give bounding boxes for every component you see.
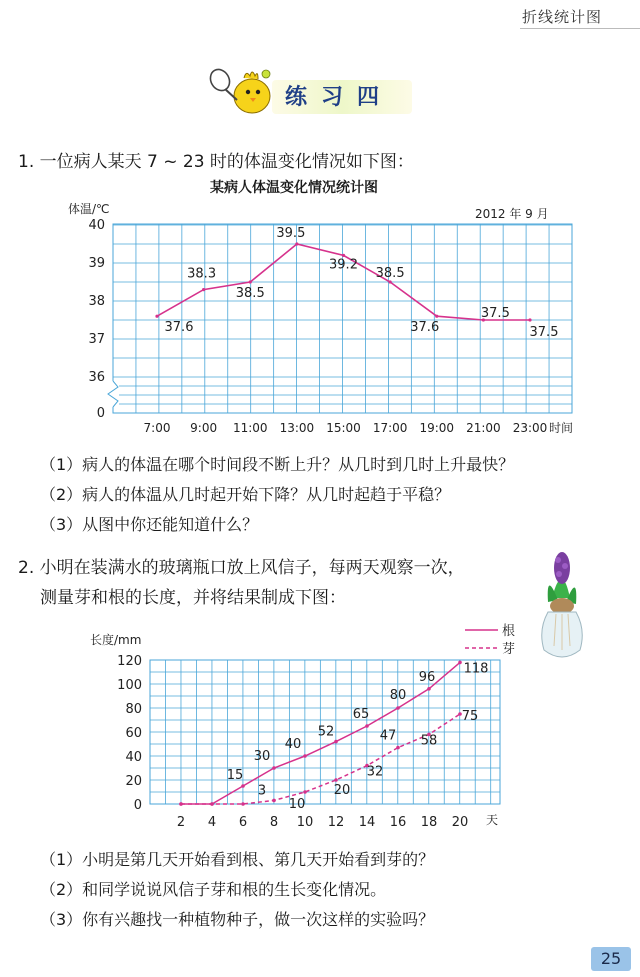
question-1-prompt: 1. 一位病人某天 7 ~ 23 时的体温变化情况如下图： [18, 152, 414, 172]
x-tick-label: 15:00 [326, 421, 361, 435]
data-label: 37.6 [410, 320, 440, 336]
data-label: 39.5 [276, 226, 306, 241]
data-label: 38.5 [375, 266, 405, 281]
x-tick-label: 2 [176, 815, 186, 830]
y-tick-label: 40 [125, 750, 142, 765]
x-tick-label: 19:00 [419, 421, 455, 435]
data-label: 15 [226, 768, 244, 783]
chart1-y-axis-label: 体温/℃ [68, 202, 110, 216]
question-1-part-2: （2）病人的体温从几时起开始下降？从几时起趋于平稳？ [40, 485, 451, 504]
data-point [303, 754, 307, 758]
data-point [528, 318, 531, 321]
x-tick-label: 14 [358, 815, 376, 830]
data-label: 118 [463, 661, 489, 677]
x-tick-label: 9:00 [190, 421, 218, 435]
y-tick-label: 40 [88, 218, 105, 233]
legend-label-sprout: 芽 [502, 642, 516, 657]
data-point [155, 315, 158, 318]
question-2-part-1: （1）小明是第几天开始看到根、第几天开始看到芽的？ [40, 850, 435, 869]
y-tick-label: 60 [125, 726, 142, 741]
data-point [435, 315, 438, 318]
y-tick-label: 0 [133, 798, 142, 813]
y-tick-label: 36 [88, 370, 105, 385]
x-tick-label: 23:00 [512, 421, 548, 435]
data-label: 20 [333, 783, 351, 798]
data-label: 37.6 [164, 320, 194, 336]
data-point [272, 766, 276, 770]
data-label: 40 [284, 737, 302, 752]
exercise-title: 练习四 [285, 85, 394, 110]
data-point [241, 784, 245, 788]
data-label: 37.5 [529, 325, 559, 340]
data-point [202, 288, 205, 291]
chick-mascot-icon [200, 62, 280, 118]
data-point [295, 242, 298, 245]
x-tick-label: 6 [238, 815, 248, 830]
data-label: 96 [418, 669, 436, 685]
question-1-part-1: （1）病人的体温在哪个时间段不断上升？从几时到几时上升最快？ [40, 455, 515, 474]
data-point [458, 661, 462, 665]
data-label: 39.2 [329, 257, 358, 273]
data-label: 65 [352, 707, 370, 722]
y-tick-label: 100 [117, 678, 142, 693]
legend-label-root: 根 [502, 624, 516, 639]
section-header: 折线统计图 [522, 8, 603, 26]
y-tick-label: 80 [125, 702, 142, 717]
x-tick-label: 8 [269, 815, 279, 830]
chart1-date-label: 2012 年 9 月 [475, 207, 549, 221]
chart1-title: 某病人体温变化情况统计图 [210, 180, 378, 196]
data-label: 38.5 [235, 286, 265, 301]
data-point [241, 802, 245, 806]
hyacinth-vase-icon [532, 550, 592, 666]
y-tick-label: 38 [88, 294, 105, 309]
data-point [272, 799, 276, 803]
y-tick-label: 0 [96, 406, 105, 421]
data-label: 3 [257, 783, 267, 799]
y-tick-label: 39 [88, 256, 105, 271]
x-tick-label: 21:00 [466, 421, 501, 435]
page-number: 25 [600, 949, 622, 968]
data-point [427, 687, 431, 691]
question-2-part-3: （3）你有兴趣找一种植物种子，做一次这样的实验吗？ [40, 910, 435, 929]
data-label: 37.5 [480, 306, 510, 321]
y-tick-label: 120 [117, 654, 142, 669]
x-tick-label: 20 [451, 815, 469, 830]
y-tick-label: 20 [125, 774, 142, 789]
data-point [249, 280, 252, 283]
question-2-part-2: （2）和同学说说风信子芽和根的生长变化情况。 [40, 880, 387, 899]
chart2-y-axis-label: 长度/mm [90, 633, 142, 647]
data-point [210, 802, 214, 806]
data-point [396, 746, 400, 750]
x-tick-label: 7:00 [143, 421, 171, 435]
data-point [179, 802, 183, 806]
y-tick-label: 37 [88, 332, 105, 347]
data-label: 75 [461, 709, 479, 724]
hyacinth-growth-chart [80, 620, 540, 830]
x-tick-label: 11:00 [232, 421, 268, 435]
x-tick-label: 17:00 [372, 421, 408, 435]
data-point [365, 724, 369, 728]
question-2-prompt-line-1: 2. 小明在装满水的玻璃瓶口放上风信子，每两天观察一次， [18, 558, 465, 578]
header-divider [520, 28, 640, 29]
data-label: 52 [317, 724, 335, 740]
data-point [396, 706, 400, 710]
question-1-part-3: （3）从图中你还能知道什么？ [40, 515, 259, 534]
chart2-x-axis-label: 天 [486, 813, 499, 827]
data-label: 58 [420, 733, 438, 749]
data-point [334, 740, 338, 744]
x-tick-label: 4 [207, 815, 217, 830]
temperature-line-chart [40, 196, 640, 442]
x-tick-label: 18 [420, 815, 438, 830]
data-label: 30 [253, 749, 271, 764]
x-tick-label: 13:00 [279, 421, 315, 435]
data-label: 32 [366, 764, 384, 780]
data-point [334, 778, 338, 782]
chart1-x-axis-label: 时间 [549, 421, 574, 435]
x-tick-label: 12 [327, 815, 345, 830]
question-2-prompt-line-2: 测量芽和根的长度，并将结果制成下图： [40, 588, 346, 608]
data-point [303, 790, 307, 794]
x-tick-label: 10 [296, 815, 314, 830]
data-label: 10 [288, 797, 306, 812]
data-label: 47 [379, 728, 397, 744]
data-label: 38.3 [187, 266, 217, 282]
x-tick-label: 16 [389, 815, 407, 830]
data-label: 80 [389, 688, 407, 703]
